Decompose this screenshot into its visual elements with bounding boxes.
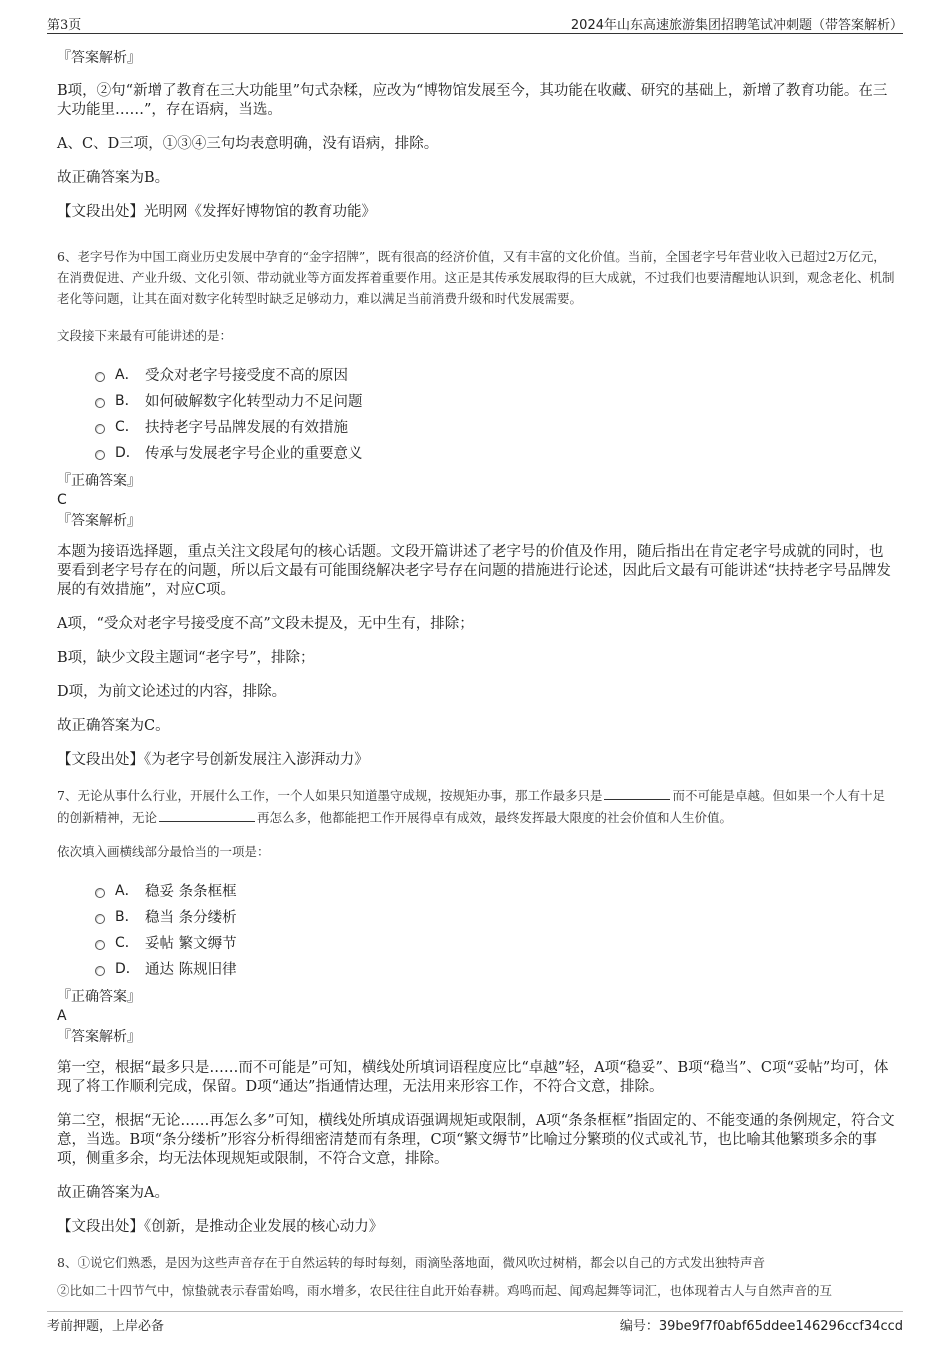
option-letter: A．	[115, 367, 139, 383]
radio-icon[interactable]	[95, 888, 105, 898]
footer-divider	[47, 1311, 903, 1312]
q6-correct-answer: C	[57, 492, 67, 508]
q7-options	[95, 877, 897, 981]
option-text: 稳妥 条条框框	[145, 883, 237, 900]
q7-question-part2: 而不可能是卓越。但如果一个人有十足的创新精神，无论	[57, 788, 885, 825]
q6-option-d[interactable]	[95, 439, 897, 465]
radio-icon[interactable]	[95, 372, 105, 382]
option-text: 如何破解数字化转型动力不足问题	[145, 393, 363, 410]
q6-source: 【文段出处】《为老字号创新发展注入澎湃动力》	[57, 752, 369, 768]
option-text: 传承与发展老字号企业的重要意义	[145, 445, 363, 462]
radio-icon[interactable]	[95, 914, 105, 924]
q6-analysis-label: 『答案解析』	[57, 513, 141, 529]
page-number: 第3页	[47, 18, 82, 33]
q6-option-b[interactable]	[95, 387, 897, 413]
q6-analysis-p3: B项，缺少文段主题词“老字号”，排除；	[57, 650, 315, 666]
q7-prompt: 依次填入画横线部分最恰当的一项是：	[57, 844, 270, 859]
option-letter: C．	[115, 935, 139, 951]
q7-option-b[interactable]	[95, 903, 897, 929]
q6-prompt: 文段接下来最有可能讲述的是：	[57, 328, 233, 343]
page-header	[0, 0, 950, 34]
option-text: 稳当 条分缕析	[145, 909, 237, 926]
option-letter: D．	[115, 445, 140, 461]
q6-option-c[interactable]	[95, 413, 897, 439]
page-content	[57, 48, 897, 1316]
option-letter: B．	[115, 909, 139, 925]
q6-correct-label: 『正确答案』	[57, 473, 141, 489]
q6-options	[95, 361, 897, 465]
q7-question	[57, 785, 897, 829]
radio-icon[interactable]	[95, 450, 105, 460]
q7-analysis-p3: 故正确答案为A。	[57, 1185, 169, 1201]
q5-analysis-label: 『答案解析』	[57, 50, 141, 66]
option-letter: B．	[115, 393, 139, 409]
radio-icon[interactable]	[95, 424, 105, 434]
q5-analysis-p2: A、C、D三项，①③④三句均表意明确，没有语病，排除。	[57, 136, 439, 152]
document-title: 2024年山东高速旅游集团招聘笔试冲刺题（带答案解析）	[570, 18, 903, 33]
option-text: 通达 陈规旧律	[145, 961, 237, 978]
q6-analysis-p4: D项，为前文论述过的内容，排除。	[57, 684, 287, 700]
radio-icon[interactable]	[95, 940, 105, 950]
q7-option-c[interactable]	[95, 929, 897, 955]
q5-source: 【文段出处】光明网《发挥好博物馆的教育功能》	[57, 204, 376, 220]
document-code: 编号：39be9f7f0abf65ddee146296ccf34ccd	[619, 1319, 903, 1334]
option-letter: D．	[115, 961, 140, 977]
radio-icon[interactable]	[95, 966, 105, 976]
q7-analysis-p2: 第二空，根据“无论……再怎么多”可知，横线处所填成语强调规矩或限制，A项“条条框框”指固定的、不能变通的条例规定，符合文意，当选。B项“条分缕析”形容分析得细密清楚而有条理，C项“繁文缛节”比喻过分繁琐的仪式或礼节，也比喻其他繁琐多余的事项，侧重多余，均无法体现规矩或限制，不符合文意，排除。	[57, 1113, 895, 1167]
q7-source: 【文段出处】《创新，是推动企业发展的核心动力》	[57, 1219, 384, 1235]
q7-question-part3: 再怎么多，他都能把工作开展得卓有成效，最终发挥最大限度的社会价值和人生价值。	[257, 810, 733, 825]
option-letter: A．	[115, 883, 139, 899]
q7-analysis-label: 『答案解析』	[57, 1029, 141, 1045]
q5-analysis-p3: 故正确答案为B。	[57, 170, 170, 186]
q7-question-part1: 7、无论从事什么行业，开展什么工作，一个人如果只知道墨守成规，按规矩办事，那工作最多只是	[57, 788, 603, 803]
q8-line-1: 8、①说它们熟悉，是因为这些声音存在于自然运转的每时每刻，雨滴坠落地面，微风吹过树梢，都会以自己的方式发出独特声音	[57, 1255, 765, 1270]
q7-blank-1	[604, 785, 670, 800]
q6-question: 6、老字号作为中国工商业历史发展中孕育的“金字招牌”，既有很高的经济价值，又有丰富的文化价值。当前，全国老字号年营业收入已超过2万亿元，在消费促进、产业升级、文化引领、带动就业等方面发挥着重要作用。这正是其传承发展取得的巨大成就，不过我们也要清醒地认识到，观念老化、机制老化等问题，让其在面对数字化转型时缺乏足够动力，难以满足当前消费升级和时代发展需要。	[57, 249, 895, 306]
option-text: 妥帖 繁文缛节	[145, 935, 237, 952]
q7-option-a[interactable]	[95, 877, 897, 903]
q6-option-a[interactable]	[95, 361, 897, 387]
q7-analysis-p1: 第一空，根据“最多只是……而不可能是”可知，横线处所填词语程度应比“卓越”轻，A项“稳妥”、B项“稳当”、C项“妥帖”均可，体现了将工作顺利完成，保留。D项“通达”指通情达理，无法用来形容工作，不符合文意，排除。	[57, 1060, 889, 1095]
option-letter: C．	[115, 419, 139, 435]
footer-slogan: 考前押题，上岸必备	[47, 1319, 165, 1334]
option-text: 受众对老字号接受度不高的原因	[145, 367, 348, 384]
q5-analysis-p1: B项，②句“新增了教育在三大功能里”句式杂糅，应改为“博物馆发展至今，其功能在收藏、研究的基础上，新增了教育功能。在三大功能里……”，存在语病，当选。	[57, 83, 888, 118]
q7-correct-label: 『正确答案』	[57, 989, 141, 1005]
radio-icon[interactable]	[95, 398, 105, 408]
q6-analysis-p1: 本题为接语选择题，重点关注文段尾句的核心话题。文段开篇讲述了老字号的价值及作用，随后指出在肯定老字号成就的同时，也要看到老字号存在的问题，所以后文最有可能围绕解决老字号存在问题的措施进行论述，因此后文最有可能讲述“扶持老字号品牌发展的有效措施”，对应C项。	[57, 544, 891, 598]
page-footer	[0, 1305, 950, 1345]
q7-blank-2	[159, 807, 255, 822]
q7-correct-answer: A	[57, 1008, 67, 1024]
q8-line-2: ②比如二十四节气中，惊蛰就表示春雷始鸣，雨水增多，农民往往自此开始春耕。鸡鸣而起、闻鸡起舞等词汇，也体现着古人与自然声音的互	[57, 1283, 833, 1298]
header-divider	[47, 33, 903, 34]
q6-analysis-p5: 故正确答案为C。	[57, 718, 170, 734]
option-text: 扶持老字号品牌发展的有效措施	[145, 419, 348, 436]
q6-analysis-p2: A项，“受众对老字号接受度不高”文段未提及，无中生有，排除；	[57, 616, 474, 632]
q7-option-d[interactable]	[95, 955, 897, 981]
